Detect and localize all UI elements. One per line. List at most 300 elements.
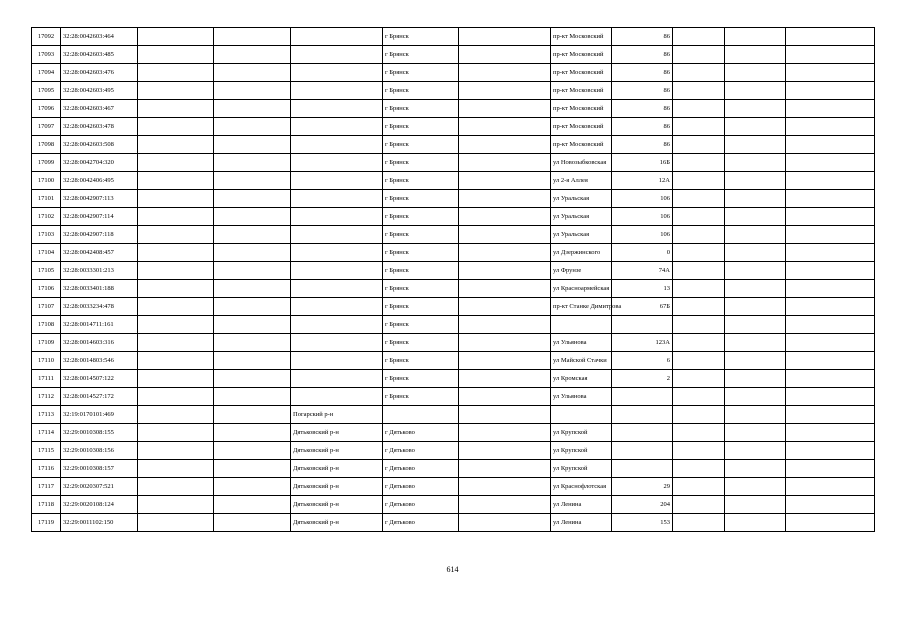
empty-cell bbox=[138, 280, 214, 298]
empty-cell bbox=[786, 100, 875, 118]
house-number-cell: 86 bbox=[612, 28, 673, 46]
empty-cell bbox=[138, 208, 214, 226]
record-number-cell: 17101 bbox=[32, 190, 61, 208]
table-row bbox=[32, 28, 875, 46]
empty-cell bbox=[138, 334, 214, 352]
empty-cell bbox=[786, 262, 875, 280]
empty-cell bbox=[673, 478, 725, 496]
house-number-cell: 13 bbox=[612, 280, 673, 298]
table-row bbox=[32, 46, 875, 64]
table-row bbox=[32, 172, 875, 190]
empty-cell bbox=[725, 298, 786, 316]
empty-cell bbox=[673, 514, 725, 532]
record-number-cell: 17104 bbox=[32, 244, 61, 262]
empty-cell bbox=[725, 406, 786, 424]
empty-cell bbox=[725, 262, 786, 280]
empty-cell bbox=[725, 64, 786, 82]
empty-cell bbox=[138, 370, 214, 388]
table-row bbox=[32, 352, 875, 370]
cadastral-number-cell: 32:28:0042603:495 bbox=[61, 82, 138, 100]
empty-cell bbox=[138, 352, 214, 370]
empty-cell bbox=[673, 460, 725, 478]
city-cell: г Брянск bbox=[383, 28, 459, 46]
cadastral-number-cell: 32:29:0010308:156 bbox=[61, 442, 138, 460]
empty-cell bbox=[214, 460, 291, 478]
empty-cell bbox=[214, 280, 291, 298]
empty-cell bbox=[673, 352, 725, 370]
cadastral-number-cell: 32:29:0010308:155 bbox=[61, 424, 138, 442]
table-row bbox=[32, 100, 875, 118]
empty-cell bbox=[214, 496, 291, 514]
house-number-cell: 86 bbox=[612, 100, 673, 118]
empty-cell bbox=[459, 46, 551, 64]
empty-cell bbox=[786, 478, 875, 496]
cadastral-number-cell: 32:29:0020108:124 bbox=[61, 496, 138, 514]
street-cell: пр-кт Московский bbox=[551, 100, 612, 118]
empty-cell bbox=[725, 136, 786, 154]
street-cell: ул Уральская bbox=[551, 208, 612, 226]
street-cell: пр-кт Московский bbox=[551, 64, 612, 82]
empty-cell bbox=[786, 316, 875, 334]
city-cell: г Брянск bbox=[383, 280, 459, 298]
cadastral-number-cell: 32:28:0042408:457 bbox=[61, 244, 138, 262]
empty-cell bbox=[673, 28, 725, 46]
cadastral-number-cell: 32:28:0042704:320 bbox=[61, 154, 138, 172]
empty-cell bbox=[673, 298, 725, 316]
empty-cell bbox=[673, 388, 725, 406]
empty-cell bbox=[214, 334, 291, 352]
district-cell: Дятьковский р-н bbox=[291, 496, 383, 514]
empty-cell bbox=[459, 388, 551, 406]
empty-cell bbox=[138, 154, 214, 172]
empty-cell bbox=[459, 208, 551, 226]
city-cell: г Дятьково bbox=[383, 442, 459, 460]
empty-cell bbox=[214, 244, 291, 262]
empty-cell bbox=[725, 172, 786, 190]
empty-cell bbox=[214, 352, 291, 370]
empty-cell bbox=[673, 64, 725, 82]
street-cell: ул Дзержинского bbox=[551, 244, 612, 262]
cadastral-number-cell: 32:28:0042603:464 bbox=[61, 28, 138, 46]
empty-cell bbox=[138, 442, 214, 460]
district-cell bbox=[291, 208, 383, 226]
district-cell bbox=[291, 28, 383, 46]
empty-cell bbox=[786, 424, 875, 442]
cadastral-number-cell: 32:28:0014603:316 bbox=[61, 334, 138, 352]
empty-cell bbox=[138, 82, 214, 100]
empty-cell bbox=[673, 280, 725, 298]
empty-cell bbox=[725, 478, 786, 496]
cadastral-number-cell: 32:29:0011102:150 bbox=[61, 514, 138, 532]
city-cell: г Брянск bbox=[383, 352, 459, 370]
empty-cell bbox=[786, 514, 875, 532]
city-cell: г Брянск bbox=[383, 172, 459, 190]
empty-cell bbox=[214, 514, 291, 532]
empty-cell bbox=[214, 406, 291, 424]
empty-cell bbox=[214, 190, 291, 208]
record-number-cell: 17105 bbox=[32, 262, 61, 280]
empty-cell bbox=[673, 190, 725, 208]
city-cell: г Брянск bbox=[383, 244, 459, 262]
table-row bbox=[32, 64, 875, 82]
empty-cell bbox=[214, 316, 291, 334]
empty-cell bbox=[673, 406, 725, 424]
city-cell: г Дятьково bbox=[383, 496, 459, 514]
city-cell: г Брянск bbox=[383, 64, 459, 82]
table-row bbox=[32, 334, 875, 352]
table-row bbox=[32, 190, 875, 208]
empty-cell bbox=[459, 82, 551, 100]
empty-cell bbox=[459, 100, 551, 118]
empty-cell bbox=[214, 262, 291, 280]
district-cell bbox=[291, 64, 383, 82]
empty-cell bbox=[725, 316, 786, 334]
city-cell: г Брянск bbox=[383, 370, 459, 388]
district-cell bbox=[291, 352, 383, 370]
empty-cell bbox=[138, 118, 214, 136]
record-number-cell: 17099 bbox=[32, 154, 61, 172]
house-number-cell: 74А bbox=[612, 262, 673, 280]
empty-cell bbox=[459, 28, 551, 46]
empty-cell bbox=[786, 334, 875, 352]
empty-cell bbox=[459, 424, 551, 442]
record-number-cell: 17108 bbox=[32, 316, 61, 334]
table-row bbox=[32, 460, 875, 478]
record-number-cell: 17115 bbox=[32, 442, 61, 460]
empty-cell bbox=[138, 172, 214, 190]
registry-table bbox=[31, 27, 875, 532]
empty-cell bbox=[214, 388, 291, 406]
empty-cell bbox=[459, 316, 551, 334]
house-number-cell bbox=[612, 316, 673, 334]
empty-cell bbox=[138, 28, 214, 46]
city-cell: г Брянск bbox=[383, 118, 459, 136]
street-cell: пр-кт Московский bbox=[551, 28, 612, 46]
cadastral-number-cell: 32:28:0033401:188 bbox=[61, 280, 138, 298]
empty-cell bbox=[214, 46, 291, 64]
house-number-cell: 2 bbox=[612, 370, 673, 388]
empty-cell bbox=[725, 46, 786, 64]
cadastral-number-cell: 32:28:0014803:546 bbox=[61, 352, 138, 370]
empty-cell bbox=[138, 190, 214, 208]
table-row bbox=[32, 514, 875, 532]
street-cell: пр-кт Московский bbox=[551, 118, 612, 136]
empty-cell bbox=[725, 190, 786, 208]
cadastral-number-cell: 32:28:0014711:161 bbox=[61, 316, 138, 334]
city-cell: г Дятьково bbox=[383, 460, 459, 478]
cadastral-number-cell: 32:29:0010308:157 bbox=[61, 460, 138, 478]
house-number-cell: 86 bbox=[612, 118, 673, 136]
district-cell bbox=[291, 334, 383, 352]
empty-cell bbox=[725, 514, 786, 532]
cadastral-number-cell: 32:19:0170101:469 bbox=[61, 406, 138, 424]
table-row bbox=[32, 280, 875, 298]
city-cell: г Дятьково bbox=[383, 514, 459, 532]
empty-cell bbox=[673, 244, 725, 262]
empty-cell bbox=[725, 280, 786, 298]
empty-cell bbox=[673, 370, 725, 388]
empty-cell bbox=[786, 46, 875, 64]
city-cell: г Дятьково bbox=[383, 478, 459, 496]
city-cell: г Дятьково bbox=[383, 424, 459, 442]
empty-cell bbox=[214, 370, 291, 388]
city-cell: г Брянск bbox=[383, 82, 459, 100]
empty-cell bbox=[214, 118, 291, 136]
empty-cell bbox=[786, 154, 875, 172]
empty-cell bbox=[725, 496, 786, 514]
table-row bbox=[32, 478, 875, 496]
empty-cell bbox=[138, 298, 214, 316]
street-cell: ул Краснофлотская bbox=[551, 478, 612, 496]
empty-cell bbox=[459, 280, 551, 298]
record-number-cell: 17106 bbox=[32, 280, 61, 298]
street-cell: пр-кт Станке Димитрова bbox=[551, 298, 612, 316]
empty-cell bbox=[725, 460, 786, 478]
house-number-cell: 106 bbox=[612, 226, 673, 244]
city-cell bbox=[383, 406, 459, 424]
empty-cell bbox=[725, 100, 786, 118]
empty-cell bbox=[214, 82, 291, 100]
record-number-cell: 17092 bbox=[32, 28, 61, 46]
city-cell: г Брянск bbox=[383, 226, 459, 244]
empty-cell bbox=[786, 172, 875, 190]
cadastral-number-cell: 32:28:0042406:495 bbox=[61, 172, 138, 190]
cadastral-number-cell: 32:28:0042907:113 bbox=[61, 190, 138, 208]
record-number-cell: 17094 bbox=[32, 64, 61, 82]
street-cell: ул Новозыбковская bbox=[551, 154, 612, 172]
record-number-cell: 17098 bbox=[32, 136, 61, 154]
empty-cell bbox=[214, 172, 291, 190]
street-cell: ул Майской Стачки bbox=[551, 352, 612, 370]
table-row bbox=[32, 442, 875, 460]
empty-cell bbox=[459, 244, 551, 262]
empty-cell bbox=[786, 460, 875, 478]
table-row bbox=[32, 388, 875, 406]
empty-cell bbox=[459, 478, 551, 496]
street-cell: ул Ульянова bbox=[551, 334, 612, 352]
empty-cell bbox=[786, 208, 875, 226]
house-number-cell: 153 bbox=[612, 514, 673, 532]
table-row bbox=[32, 316, 875, 334]
district-cell bbox=[291, 370, 383, 388]
table-row bbox=[32, 298, 875, 316]
district-cell: Дятьковский р-н bbox=[291, 424, 383, 442]
district-cell: Погарский р-н bbox=[291, 406, 383, 424]
empty-cell bbox=[725, 118, 786, 136]
cadastral-number-cell: 32:28:0042603:476 bbox=[61, 64, 138, 82]
cadastral-number-cell: 32:28:0014507:122 bbox=[61, 370, 138, 388]
district-cell: Дятьковский р-н bbox=[291, 478, 383, 496]
record-number-cell: 17110 bbox=[32, 352, 61, 370]
empty-cell bbox=[673, 316, 725, 334]
district-cell bbox=[291, 298, 383, 316]
empty-cell bbox=[786, 406, 875, 424]
empty-cell bbox=[459, 370, 551, 388]
table-row bbox=[32, 262, 875, 280]
empty-cell bbox=[138, 388, 214, 406]
record-number-cell: 17119 bbox=[32, 514, 61, 532]
house-number-cell: 67Б bbox=[612, 298, 673, 316]
empty-cell bbox=[138, 424, 214, 442]
empty-cell bbox=[459, 298, 551, 316]
street-cell: пр-кт Московский bbox=[551, 82, 612, 100]
empty-cell bbox=[786, 280, 875, 298]
empty-cell bbox=[786, 64, 875, 82]
empty-cell bbox=[725, 154, 786, 172]
empty-cell bbox=[138, 460, 214, 478]
house-number-cell: 86 bbox=[612, 64, 673, 82]
empty-cell bbox=[138, 64, 214, 82]
cadastral-number-cell: 32:28:0042603:478 bbox=[61, 118, 138, 136]
empty-cell bbox=[459, 496, 551, 514]
record-number-cell: 17100 bbox=[32, 172, 61, 190]
empty-cell bbox=[459, 136, 551, 154]
empty-cell bbox=[138, 406, 214, 424]
empty-cell bbox=[138, 100, 214, 118]
cadastral-number-cell: 32:28:0033234:478 bbox=[61, 298, 138, 316]
empty-cell bbox=[459, 226, 551, 244]
empty-cell bbox=[786, 298, 875, 316]
empty-cell bbox=[459, 154, 551, 172]
cadastral-number-cell: 32:28:0042603:467 bbox=[61, 100, 138, 118]
record-number-cell: 17103 bbox=[32, 226, 61, 244]
street-cell bbox=[551, 406, 612, 424]
empty-cell bbox=[673, 100, 725, 118]
house-number-cell bbox=[612, 460, 673, 478]
empty-cell bbox=[673, 334, 725, 352]
cadastral-number-cell: 32:28:0042907:118 bbox=[61, 226, 138, 244]
street-cell: ул Ульянова bbox=[551, 388, 612, 406]
empty-cell bbox=[673, 82, 725, 100]
empty-cell bbox=[673, 46, 725, 64]
empty-cell bbox=[214, 100, 291, 118]
house-number-cell bbox=[612, 442, 673, 460]
district-cell bbox=[291, 226, 383, 244]
district-cell bbox=[291, 190, 383, 208]
empty-cell bbox=[673, 136, 725, 154]
empty-cell bbox=[138, 478, 214, 496]
district-cell bbox=[291, 172, 383, 190]
district-cell bbox=[291, 118, 383, 136]
empty-cell bbox=[673, 496, 725, 514]
record-number-cell: 17114 bbox=[32, 424, 61, 442]
city-cell: г Брянск bbox=[383, 316, 459, 334]
house-number-cell: 86 bbox=[612, 82, 673, 100]
empty-cell bbox=[786, 496, 875, 514]
empty-cell bbox=[459, 190, 551, 208]
city-cell: г Брянск bbox=[383, 136, 459, 154]
house-number-cell: 106 bbox=[612, 208, 673, 226]
empty-cell bbox=[786, 244, 875, 262]
house-number-cell: 16Б bbox=[612, 154, 673, 172]
district-cell bbox=[291, 316, 383, 334]
empty-cell bbox=[786, 388, 875, 406]
cadastral-number-cell: 32:28:0042603:508 bbox=[61, 136, 138, 154]
empty-cell bbox=[214, 298, 291, 316]
table-row bbox=[32, 424, 875, 442]
empty-cell bbox=[725, 244, 786, 262]
empty-cell bbox=[459, 442, 551, 460]
table-row bbox=[32, 82, 875, 100]
house-number-cell: 0 bbox=[612, 244, 673, 262]
district-cell bbox=[291, 136, 383, 154]
city-cell: г Брянск bbox=[383, 262, 459, 280]
empty-cell bbox=[673, 208, 725, 226]
district-cell bbox=[291, 154, 383, 172]
table-row bbox=[32, 226, 875, 244]
empty-cell bbox=[725, 28, 786, 46]
empty-cell bbox=[459, 334, 551, 352]
district-cell bbox=[291, 100, 383, 118]
street-cell: ул Уральская bbox=[551, 226, 612, 244]
empty-cell bbox=[214, 28, 291, 46]
empty-cell bbox=[138, 46, 214, 64]
city-cell: г Брянск bbox=[383, 334, 459, 352]
cadastral-number-cell: 32:28:0033301:213 bbox=[61, 262, 138, 280]
record-number-cell: 17118 bbox=[32, 496, 61, 514]
empty-cell bbox=[459, 118, 551, 136]
cadastral-number-cell: 32:28:0042603:485 bbox=[61, 46, 138, 64]
street-cell: ул Крупской bbox=[551, 424, 612, 442]
empty-cell bbox=[673, 118, 725, 136]
empty-cell bbox=[725, 370, 786, 388]
house-number-cell: 6 bbox=[612, 352, 673, 370]
district-cell bbox=[291, 82, 383, 100]
empty-cell bbox=[214, 154, 291, 172]
empty-cell bbox=[214, 208, 291, 226]
house-number-cell: 123А bbox=[612, 334, 673, 352]
table-row bbox=[32, 154, 875, 172]
empty-cell bbox=[214, 136, 291, 154]
cadastral-number-cell: 32:29:0020307:521 bbox=[61, 478, 138, 496]
empty-cell bbox=[138, 496, 214, 514]
registry-body bbox=[32, 28, 875, 532]
empty-cell bbox=[138, 226, 214, 244]
empty-cell bbox=[459, 262, 551, 280]
record-number-cell: 17095 bbox=[32, 82, 61, 100]
empty-cell bbox=[725, 388, 786, 406]
empty-cell bbox=[459, 460, 551, 478]
city-cell: г Брянск bbox=[383, 154, 459, 172]
city-cell: г Брянск bbox=[383, 388, 459, 406]
house-number-cell: 86 bbox=[612, 136, 673, 154]
empty-cell bbox=[459, 352, 551, 370]
street-cell: ул Ленина bbox=[551, 514, 612, 532]
street-cell: ул Фрунзе bbox=[551, 262, 612, 280]
empty-cell bbox=[786, 28, 875, 46]
district-cell bbox=[291, 262, 383, 280]
empty-cell bbox=[138, 316, 214, 334]
empty-cell bbox=[214, 442, 291, 460]
empty-cell bbox=[786, 190, 875, 208]
district-cell: Дятьковский р-н bbox=[291, 514, 383, 532]
house-number-cell: 12А bbox=[612, 172, 673, 190]
empty-cell bbox=[459, 514, 551, 532]
city-cell: г Брянск bbox=[383, 46, 459, 64]
empty-cell bbox=[673, 172, 725, 190]
registry-sheet bbox=[31, 27, 875, 532]
empty-cell bbox=[725, 352, 786, 370]
empty-cell bbox=[138, 262, 214, 280]
empty-cell bbox=[214, 424, 291, 442]
street-cell: ул Крупской bbox=[551, 442, 612, 460]
empty-cell bbox=[725, 208, 786, 226]
house-number-cell: 204 bbox=[612, 496, 673, 514]
empty-cell bbox=[214, 226, 291, 244]
empty-cell bbox=[786, 352, 875, 370]
empty-cell bbox=[673, 154, 725, 172]
house-number-cell bbox=[612, 406, 673, 424]
